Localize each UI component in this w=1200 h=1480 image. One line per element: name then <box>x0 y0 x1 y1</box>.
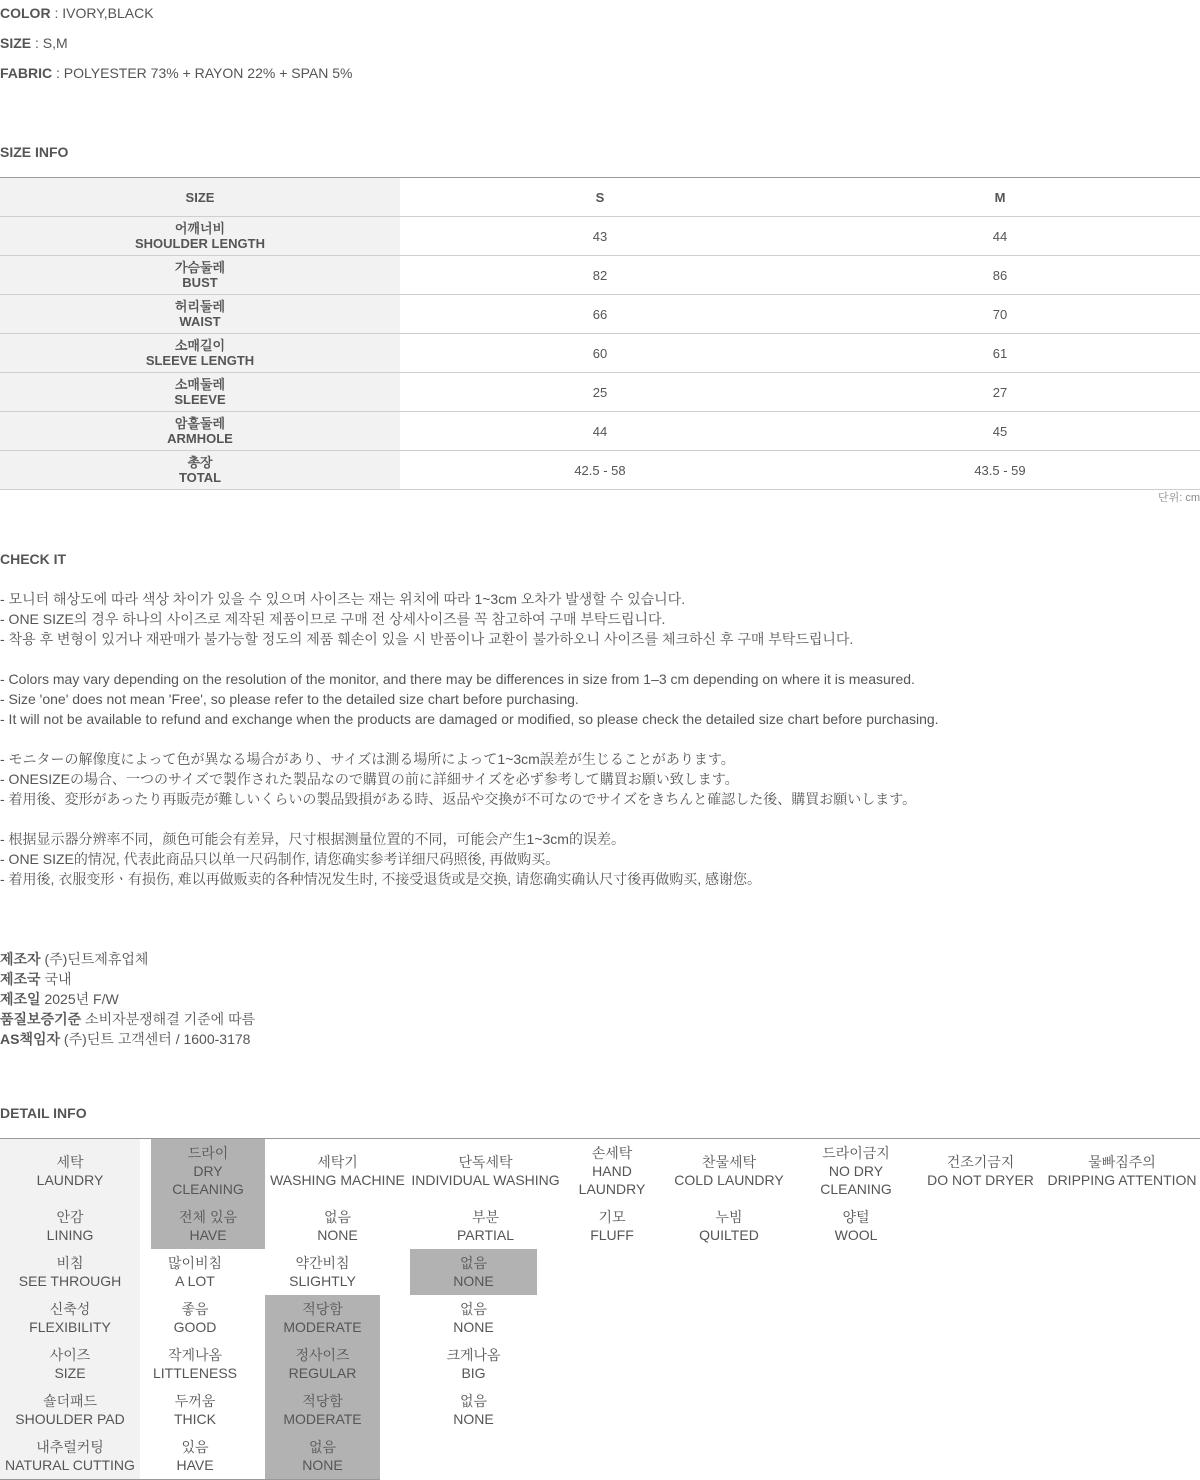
detail-label-text: SIZE <box>54 1365 86 1381</box>
measurement-label <box>0 451 400 489</box>
maker-line <box>0 1029 255 1049</box>
measurement-name-ko: 가슴둘레 <box>174 260 226 275</box>
detail-option-text: 손세탁 <box>591 1145 633 1161</box>
maker-value: 국내 <box>40 971 72 987</box>
detail-option-selected <box>151 1203 265 1249</box>
detail-label-text: NATURAL CUTTING <box>5 1457 135 1473</box>
maker-label: 제조자 <box>0 951 41 967</box>
fabric-value: : POLYESTER 73% + RAYON 22% + SPAN 5% <box>52 65 353 81</box>
note-line: - 모니터 해상도에 따라 색상 차이가 있을 수 있으며 사이즈는 재는 위치에 따라 1~3cm 오차가 발생할 수 있습니다. <box>0 591 686 607</box>
detail-option <box>410 1295 537 1341</box>
size-s-value: 42.5 - 58 <box>574 462 626 478</box>
size-s-value: 60 <box>592 345 608 361</box>
size-m-value: 70 <box>992 306 1008 322</box>
measurement-name-en: WAIST <box>179 314 221 329</box>
size-s-value: 43 <box>592 228 608 244</box>
detail-option-text: 드라이 <box>187 1145 229 1161</box>
size-table-row <box>0 295 1200 334</box>
maker-label: 제조일 <box>0 991 41 1007</box>
measurement-label <box>0 412 400 450</box>
size-value: : S,M <box>31 35 68 51</box>
detail-option-selected <box>265 1433 380 1479</box>
measurement-name-ko: 소매둘레 <box>174 377 226 392</box>
detail-option-text: REGULAR <box>288 1365 357 1381</box>
detail-option <box>917 1139 1044 1203</box>
check-it-title: CHECK IT <box>0 551 67 567</box>
note-spacer <box>0 809 939 829</box>
maker-value: (주)딘트 고객센터 / 1600-3178 <box>60 1031 251 1047</box>
detail-option-text: 기모 <box>598 1209 626 1225</box>
detail-option-text: 양털 <box>842 1209 870 1225</box>
detail-row <box>0 1295 1200 1341</box>
detail-option <box>410 1387 537 1433</box>
detail-option-text: 없음 <box>323 1209 352 1225</box>
detail-option-text: COLD LAUNDRY <box>674 1172 784 1188</box>
detail-option-selected <box>265 1295 380 1341</box>
note-line: - It will not be available to refund and exchange when the products are damaged or modified, so please check the detailed size chart before purchasing. <box>0 711 939 727</box>
detail-option-selected <box>265 1341 380 1387</box>
maker-value: 소비자분쟁해결 기준에 따름 <box>81 1011 256 1027</box>
maker-line <box>0 1009 255 1029</box>
size-m-value: 43.5 - 59 <box>974 462 1026 478</box>
detail-option-text: CLEANING <box>172 1181 244 1197</box>
detail-row-label <box>0 1139 140 1203</box>
detail-option-text: LITTLENESS <box>152 1365 238 1381</box>
detail-label-text: FLEXIBILITY <box>29 1319 111 1335</box>
maker-line <box>0 949 255 969</box>
detail-option-text: 물빠짐주의 <box>1088 1154 1156 1170</box>
detail-option-text: NONE <box>317 1227 358 1243</box>
detail-label-text: SEE THROUGH <box>18 1273 122 1289</box>
detail-option-text: 두꺼움 <box>174 1393 216 1409</box>
size-table-row <box>0 373 1200 412</box>
measurement-name-en: SLEEVE LENGTH <box>145 353 255 368</box>
maker-label: AS책임자 <box>0 1031 61 1047</box>
detail-option-text: 찬물세탁 <box>701 1154 757 1170</box>
detail-option-text: WOOL <box>834 1227 878 1243</box>
color-spec <box>0 5 154 21</box>
detail-option-text: HAND LAUNDRY <box>578 1163 646 1197</box>
measurement-name-ko: 어깨너비 <box>174 221 226 236</box>
detail-option-text: SLIGHTLY <box>289 1273 356 1289</box>
detail-option-text: 없음 <box>459 1393 488 1409</box>
size-table-row <box>0 412 1200 451</box>
size-table <box>0 177 1200 490</box>
detail-row <box>0 1203 1200 1249</box>
detail-option-text: DRIPPING ATTENTION <box>1047 1172 1197 1188</box>
detail-option-text: 적당함 <box>302 1301 343 1317</box>
detail-option-selected <box>265 1387 380 1433</box>
measurement-label <box>0 334 400 372</box>
size-s-value: 82 <box>592 267 608 283</box>
measurement-name-ko: 총장 <box>187 455 213 470</box>
detail-option-text: MODERATE <box>283 1411 362 1427</box>
measurement-name-en: TOTAL <box>178 470 222 485</box>
detail-option-text: BIG <box>461 1365 486 1381</box>
detail-option <box>265 1249 380 1295</box>
detail-option-selected <box>151 1139 265 1203</box>
detail-option-text: THICK <box>174 1411 216 1427</box>
detail-option-text: 누빔 <box>715 1209 743 1225</box>
detail-label-text: 숄더패드 <box>42 1393 98 1409</box>
detail-option <box>140 1387 250 1433</box>
maker-label: 품질보증기준 <box>0 1011 82 1027</box>
maker-line <box>0 969 255 989</box>
note-line: - 根据显示器分辨率不同，颜色可能会有差异，尺寸根据测量位置的不同，可能会产生1~3cm的误差。 <box>0 831 625 847</box>
detail-label-text: 비침 <box>56 1255 84 1271</box>
detail-option-text: NONE <box>453 1411 494 1427</box>
detail-option-text: 많이비침 <box>167 1255 223 1271</box>
detail-row-label <box>0 1387 140 1433</box>
detail-row <box>0 1341 1200 1387</box>
detail-row-label <box>0 1203 140 1249</box>
note-line: - 착용 후 변형이 있거나 재판매가 불가능할 정도의 제품 훼손이 있을 시 반품이나 교환이 불가하오니 사이즈를 체크하신 후 구매 부탁드립니다. <box>0 631 854 647</box>
detail-label-text: 신축성 <box>49 1301 91 1317</box>
measurement-label <box>0 217 400 255</box>
detail-option <box>1044 1139 1200 1203</box>
detail-option <box>561 1203 663 1249</box>
size-table-row <box>0 334 1200 373</box>
header-m: M <box>994 189 1006 205</box>
detail-row-label <box>0 1295 140 1341</box>
detail-row <box>0 1139 1200 1203</box>
measurement-name-ko: 암홀둘레 <box>174 416 226 431</box>
measurement-name-ko: 소매길이 <box>174 338 226 353</box>
size-s-value: 25 <box>592 384 608 400</box>
detail-option <box>410 1341 537 1387</box>
detail-option <box>663 1139 795 1203</box>
detail-option <box>140 1433 250 1479</box>
size-info-title: SIZE INFO <box>0 144 69 160</box>
measurement-name-en: ARMHOLE <box>167 431 233 446</box>
detail-option <box>410 1139 561 1203</box>
detail-option-text: 적당함 <box>302 1393 343 1409</box>
detail-row <box>0 1433 1200 1479</box>
detail-option-text: QUILTED <box>699 1227 759 1243</box>
fabric-label: FABRIC <box>0 65 53 81</box>
size-s-value: 66 <box>592 306 608 322</box>
size-m-value: 45 <box>992 423 1008 439</box>
detail-row <box>0 1387 1200 1433</box>
maker-info <box>0 949 255 1049</box>
size-table-header <box>0 177 1200 217</box>
detail-label-text: 사이즈 <box>49 1347 91 1363</box>
detail-option-selected <box>410 1249 537 1295</box>
size-m-value: 61 <box>992 345 1008 361</box>
detail-info-title: DETAIL INFO <box>0 1105 87 1121</box>
measurement-label <box>0 295 400 333</box>
detail-row <box>0 1249 1200 1295</box>
note-line: - 着用後, 衣服变形ㆍ有损伤, 难以再做贩卖的各种情况发生时, 不接受退货或是交换, 请您确实确认尺寸後再做购买, 感谢您。 <box>0 871 761 887</box>
size-m-value: 86 <box>992 267 1008 283</box>
measurement-label <box>0 256 400 294</box>
maker-value: 2025년 F/W <box>40 991 119 1007</box>
detail-table <box>0 1138 1200 1473</box>
detail-option <box>561 1139 663 1203</box>
detail-option-text: 약간비침 <box>295 1255 350 1271</box>
note-spacer <box>0 729 939 749</box>
detail-option <box>265 1139 410 1203</box>
detail-label-text: 안감 <box>56 1209 84 1225</box>
detail-option <box>795 1139 917 1203</box>
detail-option-text: 없음 <box>459 1301 488 1317</box>
detail-option <box>265 1203 410 1249</box>
size-label: SIZE <box>0 35 32 51</box>
detail-option-text: NO DRY CLEANING <box>820 1163 892 1197</box>
measurement-name-en: SLEEVE <box>174 392 226 407</box>
detail-option-text: NONE <box>453 1273 494 1289</box>
detail-option-text: NONE <box>302 1457 343 1473</box>
measurement-name-en: SHOULDER LENGTH <box>135 236 265 251</box>
detail-label-text: LAUNDRY <box>36 1172 104 1188</box>
detail-row-label <box>0 1249 140 1295</box>
detail-row-label <box>0 1433 140 1479</box>
detail-option <box>140 1341 250 1387</box>
note-line: - Size 'one' does not mean 'Free', so please refer to the detailed size chart before purchasing. <box>0 691 579 707</box>
detail-option-text: 전체 있음 <box>179 1209 237 1225</box>
size-m-value: 27 <box>992 384 1008 400</box>
note-line: - ONE SIZE의 경우 하나의 사이즈로 제작된 제품이므로 구매 전 상세사이즈를 꼭 참고하여 구매 부탁드립니다. <box>0 611 666 627</box>
fabric-spec <box>0 65 352 81</box>
maker-value: (주)딘트제휴업체 <box>40 951 149 967</box>
measurement-name-en: BUST <box>182 275 218 290</box>
detail-option-text: WASHING MACHINE <box>270 1172 405 1188</box>
detail-option-text: INDIVIDUAL WASHING <box>411 1172 560 1188</box>
detail-option-text: 없음 <box>459 1255 488 1271</box>
maker-label: 제조국 <box>0 971 41 987</box>
detail-option-text: DRY <box>193 1163 223 1179</box>
detail-option-text: 드라이금지 <box>822 1145 890 1161</box>
detail-option-text: DO NOT DRYER <box>927 1172 1034 1188</box>
detail-option-text: NONE <box>453 1319 494 1335</box>
size-table-row <box>0 256 1200 295</box>
note-line: - ONESIZEの場合、一つのサイズで製作された製品なので購買の前に詳細サイズを必ず参考して購買お願い致します。 <box>0 771 739 787</box>
detail-option-text: 작게나옴 <box>167 1347 223 1363</box>
detail-option <box>795 1203 917 1249</box>
detail-option-text: A LOT <box>175 1273 215 1289</box>
size-s-value: 44 <box>592 423 608 439</box>
detail-option-text: FLUFF <box>590 1227 634 1243</box>
detail-option-text: 정사이즈 <box>295 1347 350 1363</box>
header-size: SIZE <box>0 178 400 216</box>
detail-option <box>663 1203 795 1249</box>
detail-option-text: 부분 <box>471 1209 500 1225</box>
note-spacer <box>0 649 939 669</box>
detail-option-text: 건조기금지 <box>946 1154 1015 1170</box>
detail-label-text: LINING <box>46 1227 94 1243</box>
detail-option-text: 세탁기 <box>317 1154 358 1170</box>
detail-option-text: GOOD <box>173 1319 217 1335</box>
detail-option-text: HAVE <box>176 1457 214 1473</box>
maker-line <box>0 989 255 1009</box>
unit-note: 단위: cm <box>1157 492 1200 504</box>
measurement-name-ko: 허리둘레 <box>174 299 226 314</box>
detail-row-label <box>0 1341 140 1387</box>
size-m-value: 44 <box>992 228 1008 244</box>
size-spec <box>0 35 68 51</box>
note-line: - ONE SIZE的情况, 代表此商品只以单一尺码制作, 请您确实参考详细尺码照後, 再做购买。 <box>0 851 560 867</box>
detail-option <box>140 1249 250 1295</box>
detail-label-text: 세탁 <box>56 1154 84 1170</box>
size-table-row <box>0 451 1200 490</box>
color-label: COLOR <box>0 5 51 21</box>
note-line: - Colors may vary depending on the resolution of the monitor, and there may be differences in size from 1–3 cm depending on where it is measured. <box>0 671 915 687</box>
check-it-notes <box>0 589 939 889</box>
detail-option-text: PARTIAL <box>456 1227 515 1243</box>
measurement-label <box>0 373 400 411</box>
note-line: - 着用後、変形があったり再販売が難しいくらいの製品毀損がある時、返品や交換が不可なのでサイズをきちんと確認した後、購買お願いします。 <box>0 791 917 807</box>
detail-option-text: 없음 <box>308 1439 337 1455</box>
detail-label-text: SHOULDER PAD <box>15 1411 125 1427</box>
detail-option <box>140 1295 250 1341</box>
detail-option-text: 크게나옴 <box>446 1347 501 1363</box>
detail-option-text: MODERATE <box>283 1319 362 1335</box>
detail-option <box>410 1203 561 1249</box>
detail-option-text: 단독세탁 <box>458 1154 513 1170</box>
detail-option-text: 있음 <box>181 1439 209 1455</box>
detail-label-text: 내추럴커팅 <box>36 1439 104 1455</box>
note-line: - モニターの解像度によって色が異なる場合があり、サイズは測る場所によって1~3cm誤差が生じることがあります。 <box>0 751 735 767</box>
detail-option-text: HAVE <box>189 1227 227 1243</box>
detail-option-text: 좋음 <box>181 1301 209 1317</box>
color-value: : IVORY,BLACK <box>50 5 154 21</box>
size-table-row <box>0 217 1200 256</box>
header-s: S <box>595 189 605 205</box>
